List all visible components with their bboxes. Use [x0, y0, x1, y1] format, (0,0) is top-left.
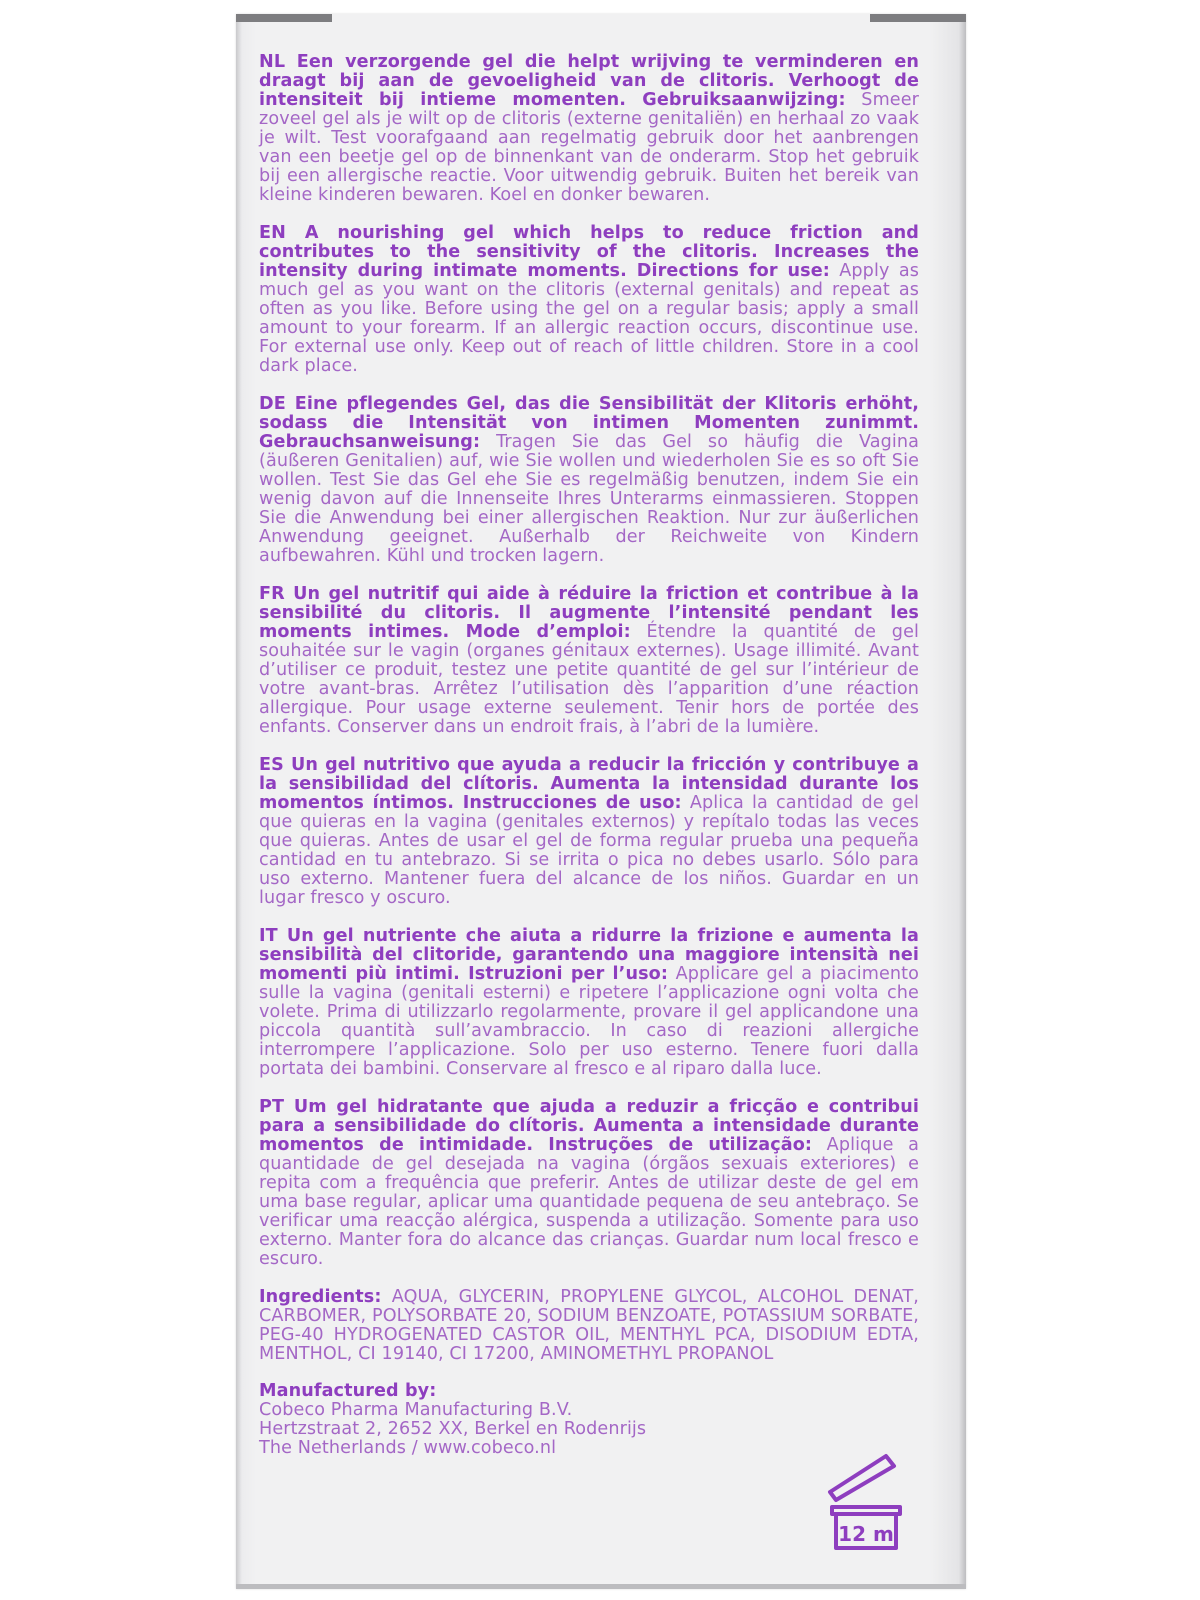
paragraph-nl — [259, 53, 919, 205]
paragraph-nl-heading: NL Een verzorgende gel die helpt wrijving te verminderen en draagt bij aan de gevoeligheid van de clitoris. Verhoogt de intensiteit bij intieme momenten. Gebruiksaanwijzing: — [259, 52, 919, 110]
ingredients-list: AQUA, GLYCERIN, PROPYLENE GLYCOL, ALCOHOL DENAT, CARBOMER, POLYSORBATE 20, SODIUM BENZOATE, POTASSIUM SORBATE, PEG-40 HYDROGENATED CASTOR OIL, MENTHYL PCA, DISODIUM EDTA, MENTHOL, CI 19140, CI 17200, AMINOMETHYL PROPANOL — [259, 1287, 919, 1364]
paragraph-nl-body: Smeer zoveel gel als je wilt op de clitoris (externe genitaliën) en herhaal zo vaak je wilt. Test voorafgaand aan regelmatig gebruik door het aanbrengen van een beetje gel op de binnenkant van de onderarm. Stop het gebruik bij een allergische reactie. Voor uitwendig gebruik. Buiten het bereik van kleine kinderen bewaren. Koel en donker bewaren. — [259, 90, 919, 205]
ingredients-label: Ingredients: — [259, 1287, 382, 1307]
open-jar-icon — [824, 1452, 910, 1552]
paragraph-de — [259, 395, 919, 566]
paragraph-de-heading: DE Eine pflegendes Gel, das die Sensibilität der Klitoris erhöht, sodass die Intensität von intimen Momenten zunimmt. Gebrauchsanweisung: — [259, 394, 919, 452]
manufacturer-block — [259, 1382, 919, 1458]
period-after-opening — [824, 1452, 910, 1552]
paragraph-de-body: Tragen Sie das Gel so häufig die Vagina (äußeren Genitalien) auf, wie Sie wollen und wiederholen Sie es so oft Sie wollen. Test Sie das Gel ehe Sie es regelmäßig benutzen, indem Sie ein wenig davon auf die Innenseite Ihres Unterarms einmassieren. Stoppen Sie die Anwendung bei einer allergischen Reaktion. Nur zur äußerlichen Anwendung geeignet. Außerhalb der Reichweite von Kindern aufbewahren. Kühl und trocken lagern. — [259, 432, 919, 566]
paragraph-it-heading: IT Un gel nutriente che aiuta a ridurre la frizione e aumenta la sensibilità del clitoride, garantendo una maggiore intensità nei momenti più intimi. Istruzioni per l’uso: — [259, 926, 919, 984]
paragraph-es-body: Aplica la cantidad de gel que quieras en la vagina (genitales externos) y repítalo todas las veces que quieras. Antes de usar el gel de forma regular prueba una pequeña cantidad en tu antebrazo. Si se irrita o pica no debes usarlo. Sólo para uso externo. Mantener fuera del alcance de los niños. Guardar en un lugar fresco y oscuro. — [259, 793, 919, 908]
paragraph-en — [259, 224, 919, 376]
panel-bottom-edge — [236, 1584, 966, 1589]
pao-label: 12 m — [838, 1522, 894, 1546]
manufacturer-name: Cobeco Pharma Manufacturing B.V. — [259, 1400, 573, 1420]
paragraph-fr-body: Étendre la quantité de gel souhaitée sur le vagin (organes génitaux externes). Usage illimité. Avant d’utiliser ce produit, testez une petite quantité de gel sur l’intérieur de votre avant-bras. Arrêtez l’utilisation dès l’apparition d’une réaction allergique. Pour usage externe seulement. Tenir hors de portée des enfants. Conserver dans un endroit frais, à l’abri de la lumière. — [259, 622, 919, 737]
manufacturer-address: Hertzstraat 2, 2652 XX, Berkel en Rodenrijs — [259, 1419, 647, 1439]
paragraph-fr-heading: FR Un gel nutritif qui aide à réduire la friction et contribue à la sensibilité du clitoris. Il augmente l’intensité pendant les moments intimes. Mode d’emploi: — [259, 584, 919, 642]
paragraph-it — [259, 927, 919, 1079]
ingredients — [259, 1288, 919, 1364]
manufacturer-country-website: The Netherlands / www.cobeco.nl — [259, 1438, 557, 1458]
paragraph-pt-body: Aplique a quantidade de gel desejada na vagina (órgãos sexuais exteriores) e repita com a frequência que preferir. Antes de utilizar deste de gel em uma base regular, aplicar uma quantidade pequena de seu antebraço. Se verificar uma reacção alérgica, suspenda a utilização. Somente para uso externo. Manter fora do alcance das crianças. Guardar num local fresco e escuro. — [259, 1135, 919, 1269]
paragraph-es — [259, 756, 919, 908]
paragraph-pt — [259, 1098, 919, 1269]
paragraph-en-heading: EN A nourishing gel which helps to reduce friction and contributes to the sensitivity of the clitoris. Increases the intensity during intimate moments. Directions for use: — [259, 223, 919, 281]
paragraph-fr — [259, 585, 919, 737]
label-text — [259, 53, 919, 1477]
paragraph-it-body: Applicare gel a piacimento sulle la vagina (genitali esterni) e ripetere l’applicazione ogni volta che volete. Prima di utilizzarlo regolarmente, provare il gel applicandone una piccola quantità sull’avambraccio. In caso di reazioni allergiche interrompere l’applicazione. Solo per uso esterno. Tenere fuori dalla portata dei bambini. Conservare al fresco e al riparo dalla luce. — [259, 964, 919, 1079]
paragraph-es-heading: ES Un gel nutritivo que ayuda a reducir la fricción y contribuye a la sensibilidad del clítoris. Aumenta la intensidad durante los momentos íntimos. Instrucciones de uso: — [259, 755, 919, 813]
paragraph-en-body: Apply as much gel as you want on the clitoris (external genitals) and repeat as often as you like. Before using the gel on a regular basis; apply a small amount to your forearm. If an allergic reaction occurs, discontinue use. For external use only. Keep out of reach of little children. Store in a cool dark place. — [259, 261, 919, 376]
paragraph-pt-heading: PT Um gel hidratante que ajuda a reduzir a fricção e contribui para a sensibilidade do clítoris. Aumenta a intensidade durante momentos de intimidade. Instruções de utilização: — [259, 1097, 919, 1155]
manufacturer-label: Manufactured by: — [259, 1381, 437, 1401]
